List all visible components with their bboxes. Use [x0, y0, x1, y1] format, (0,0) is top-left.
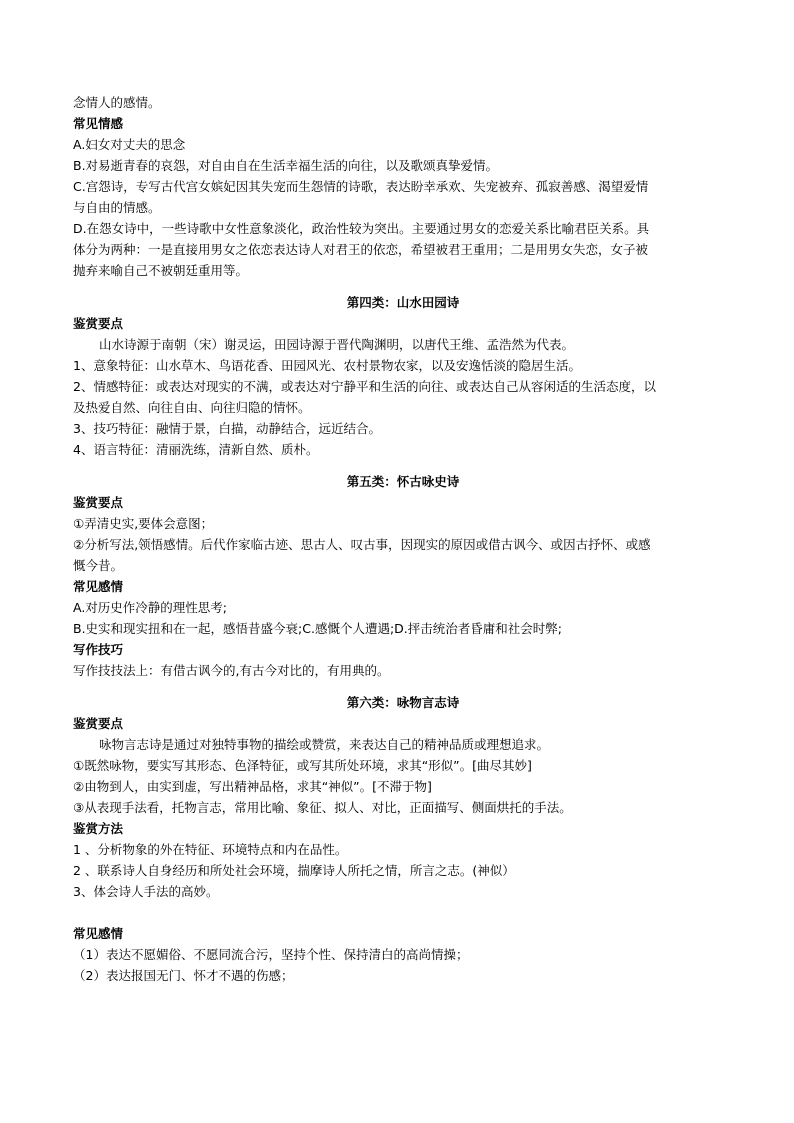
section-heading: 第五类：怀古咏史诗 — [346, 474, 460, 489]
text-line: 慨今昔。 — [73, 558, 124, 573]
text-line: ③从表现手法看，托物言志，常用比喻、象征、拟人、对比，正面描写、侧面烘托的手法。 — [73, 800, 572, 815]
text-line: 与自由的情感。 — [73, 200, 161, 215]
text-line: 2 、联系诗人自身经历和所处社会环境，揣摩诗人所托之情，所言之志。(神似） — [73, 863, 515, 878]
text-line: A.妇女对丈夫的思念 — [73, 137, 186, 152]
text-line: 体分为两种：一是直接用男女之依恋表达诗人对君王的依恋，希望被君王重用；二是用男女失恋，女子被 — [73, 242, 649, 257]
text-line: C.宫怨诗，专写古代宫女嫔妃因其失宠而生怨情的诗歌，表达盼幸承欢、失宠被弃、孤寂善感、渴望爱情 — [73, 179, 649, 194]
document-page — [73, 92, 733, 986]
section-subheading: 鉴赏方法 — [73, 821, 124, 836]
text-line: ②由物到人，由实到虚，写出精神品格，求其“神似”。[不滞于物] — [73, 779, 432, 794]
text-line: 念情人的感情。 — [73, 95, 161, 110]
text-line: 山水诗源于南朝（宋）谢灵运，田园诗源于晋代陶渊明，以唐代王维、孟浩然为代表。 — [99, 337, 575, 352]
text-line: 写作技技法上：有借古讽今的,有古今对比的，有用典的。 — [73, 663, 390, 678]
section-subheading: 常见感情 — [73, 579, 124, 594]
text-line: 2、情感特征：或表达对现实的不满，或表达对宁静平和生活的向往、或表达自己从容闲适的生活态度，以 — [73, 379, 656, 394]
section-subheading: 写作技巧 — [73, 642, 124, 657]
text-line: 咏物言志诗是通过对独特事物的描绘或赞赏，来表达自己的精神品质或理想追求。 — [99, 737, 550, 752]
text-line: A.对历史作冷静的理性思考; — [73, 600, 228, 615]
section-subheading: 鉴赏要点 — [73, 495, 124, 510]
text-line: D.在怨女诗中，一些诗歌中女性意象淡化，政治性较为突出。主要通过男女的恋爱关系比喻君臣关系。具 — [73, 221, 650, 236]
text-line: （2）表达报国无门、怀才不遇的伤感； — [73, 968, 294, 983]
section-subheading: 常见感情 — [73, 926, 124, 941]
section-subheading: 常见情感 — [73, 116, 124, 131]
text-line: B.对易逝青春的哀怨，对自由自在生活幸福生活的向往，以及歌颂真挚爱情。 — [73, 158, 499, 173]
section-heading: 第六类：咏物言志诗 — [346, 695, 460, 710]
section-subheading: 鉴赏要点 — [73, 316, 124, 331]
text-line: 3、体会诗人手法的高妙。 — [73, 884, 219, 899]
text-line: 及热爱自然、向往自由、向往归隐的情怀。 — [73, 400, 311, 415]
text-line: 3、技巧特征：融情于景，白描，动静结合，远近结合。 — [73, 421, 381, 436]
text-line: B.史实和现实扭和在一起，感悟昔盛今衰;C.感慨个人遭遇;D.抨击统治者昏庸和社会时弊; — [73, 621, 562, 636]
text-line: 1、意象特征：山水草木、鸟语花香、田园风光、农村景物农家，以及安逸恬淡的隐居生活。 — [73, 358, 581, 373]
text-line: ①既然咏物，要实写其形态、色泽特征，或写其所处环境，求其“形似”。[曲尽其妙] — [73, 758, 532, 773]
text-line: ①弄清史实,要体会意图； — [73, 516, 214, 531]
text-line: ②分析写法,领悟感情。后代作家临古迹、思古人、叹古事，因现实的原因或借古讽今、或因古抒怀、或感 — [73, 537, 651, 552]
section-heading: 第四类：山水田园诗 — [346, 295, 460, 310]
text-line: 抛弃来喻自己不被朝廷重用等。 — [73, 263, 249, 278]
text-line: （1）表达不愿媚俗、不愿同流合污，坚持个性、保持清白的高尚情操； — [73, 947, 469, 962]
text-line: 1 、分析物象的外在特征、环境特点和内在品性。 — [73, 842, 348, 857]
section-subheading: 鉴赏要点 — [73, 716, 124, 731]
text-line: 4、语言特征：清丽洗练，清新自然、质朴。 — [73, 442, 319, 457]
